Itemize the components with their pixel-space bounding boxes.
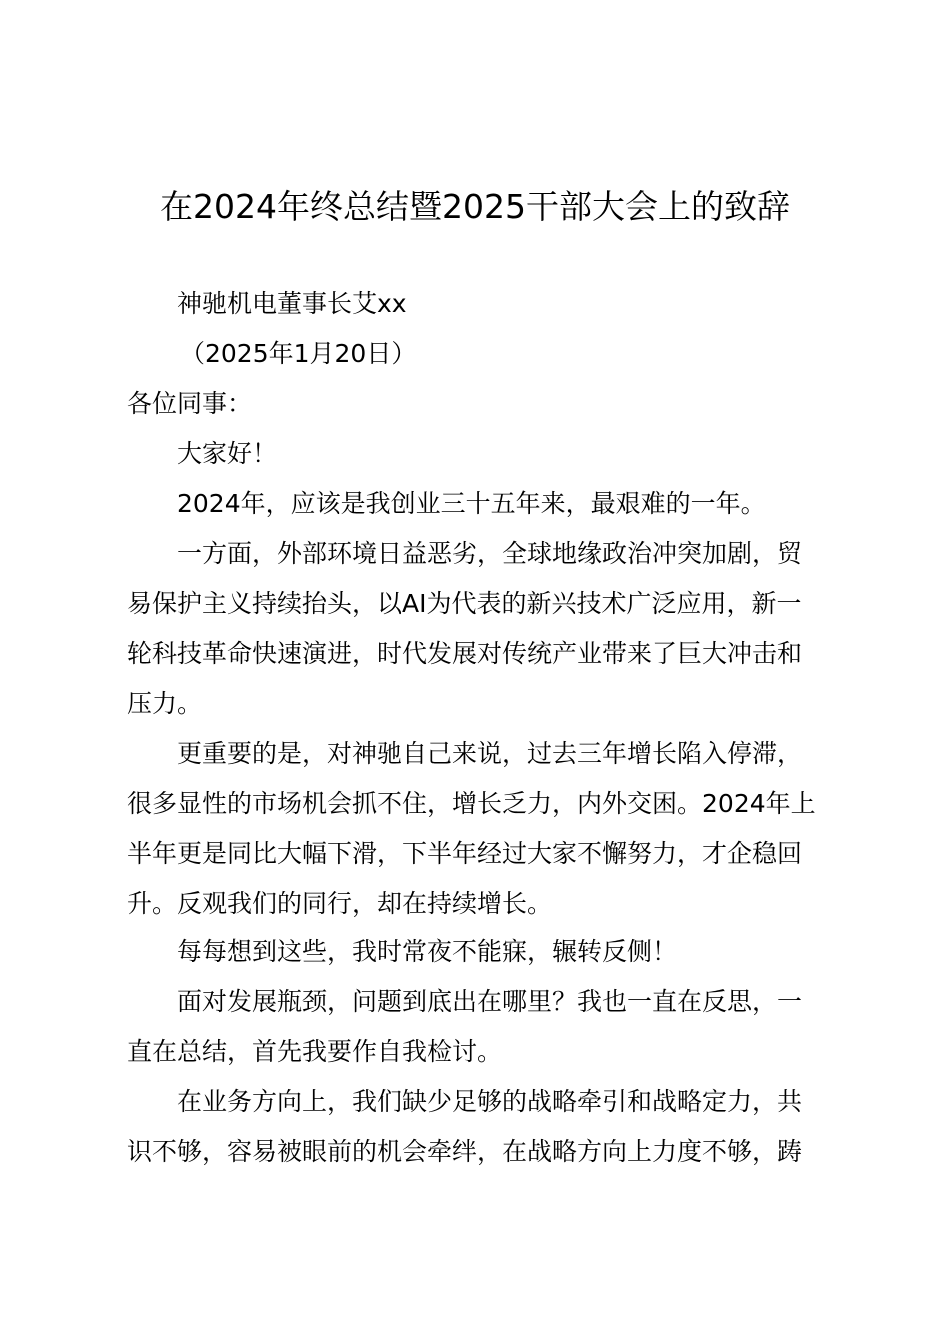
paragraph-line: 很多显性的市场机会抓不住，增长乏力，内外交困。2024年上 — [127, 789, 816, 818]
salutation: 各位同事： — [127, 389, 253, 418]
date-line: （2025年1月20日） — [180, 339, 417, 368]
paragraph-line: 轮科技革命快速演进，时代发展对传统产业带来了巨大冲击和 — [127, 639, 803, 668]
paragraph-line: 识不够，容易被眼前的机会牵绊，在战略方向上力度不够，踌 — [127, 1137, 803, 1166]
paragraph-line: 更重要的是，对神驰自己来说，过去三年增长陷入停滞， — [177, 739, 803, 768]
paragraph-line: 升。反观我们的同行，却在持续增长。 — [127, 889, 553, 918]
paragraph-line: 直在总结，首先我要作自我检讨。 — [127, 1037, 503, 1066]
document-title: 在2024年终总结暨2025干部大会上的致辞 — [160, 187, 790, 226]
paragraph-line: 每每想到这些，我时常夜不能寐，辗转反侧！ — [177, 937, 678, 966]
paragraph-line: 面对发展瓶颈，问题到底出在哪里？我也一直在反思，一 — [177, 987, 803, 1016]
paragraph-line: 一方面，外部环境日益恶劣，全球地缘政治冲突加剧，贸 — [177, 539, 803, 568]
paragraph-line: 2024年，应该是我创业三十五年来，最艰难的一年。 — [177, 489, 766, 518]
author-line: 神驰机电董事长艾xx — [177, 289, 407, 318]
paragraph-line: 大家好！ — [177, 439, 278, 468]
paragraph-line: 压力。 — [127, 689, 203, 718]
paragraph-line: 易保护主义持续抬头，以AI为代表的新兴技术广泛应用，新一 — [127, 589, 802, 618]
paragraph-line: 在业务方向上，我们缺少足够的战略牵引和战略定力，共 — [177, 1087, 803, 1116]
paragraph-line: 半年更是同比大幅下滑，下半年经过大家不懈努力，才企稳回 — [127, 839, 803, 868]
